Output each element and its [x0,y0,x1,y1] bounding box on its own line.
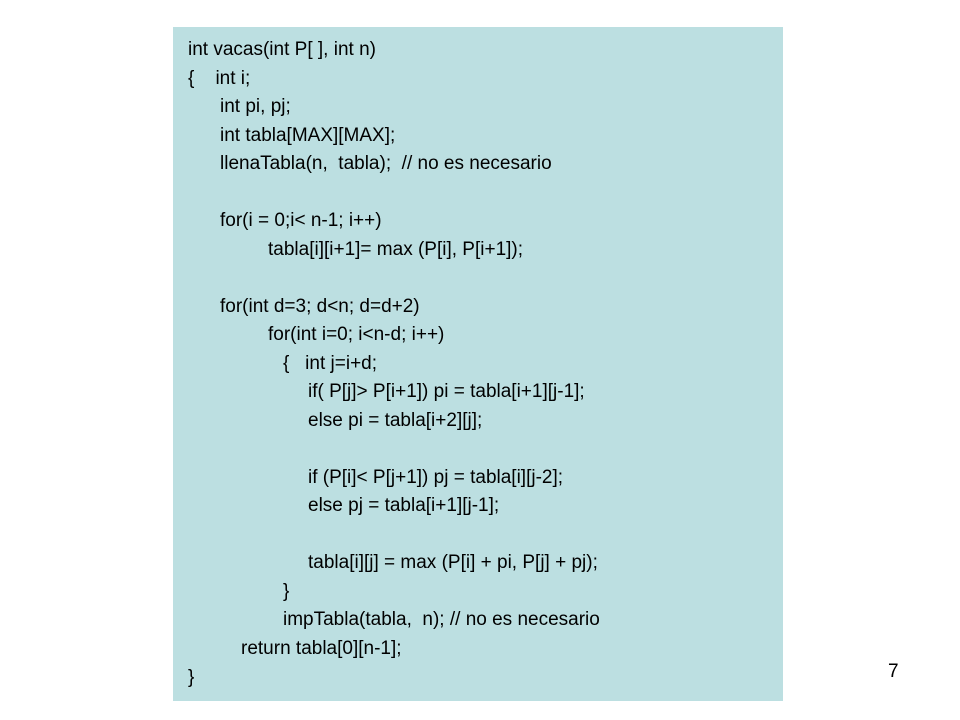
code-line: llenaTabla(n, tabla); // no es necesario [220,153,552,174]
code-line: for(int i=0; i<n-d; i++) [268,324,445,345]
code-line: { int i; [188,68,251,89]
code-line: if( P[j]> P[i+1]) pi = tabla[i+1][j-1]; [308,381,585,402]
code-line: else pi = tabla[i+2][j]; [308,410,483,431]
code-line: int tabla[MAX][MAX]; [220,125,396,146]
code-line: int pi, pj; [220,96,291,117]
code-line: for(i = 0;i< n-1; i++) [220,210,382,231]
code-line: { int j=i+d; [283,353,378,374]
code-line: int vacas(int P[ ], int n) [188,39,376,60]
code-line: } [188,667,195,688]
code-line: else pj = tabla[i+1][j-1]; [308,495,500,516]
code-line: for(int d=3; d<n; d=d+2) [220,296,420,317]
code-line: } [283,581,290,602]
code-line: tabla[i][i+1]= max (P[i], P[i+1]); [268,239,524,260]
code-line: return tabla[0][n-1]; [241,638,402,659]
code-line: impTabla(tabla, n); // no es necesario [283,609,600,630]
page-number: 7 [888,661,899,682]
code-line: if (P[i]< P[j+1]) pj = tabla[i][j-2]; [308,467,564,488]
code-panel [173,27,783,701]
code-line: tabla[i][j] = max (P[i] + pi, P[j] + pj); [308,552,598,573]
